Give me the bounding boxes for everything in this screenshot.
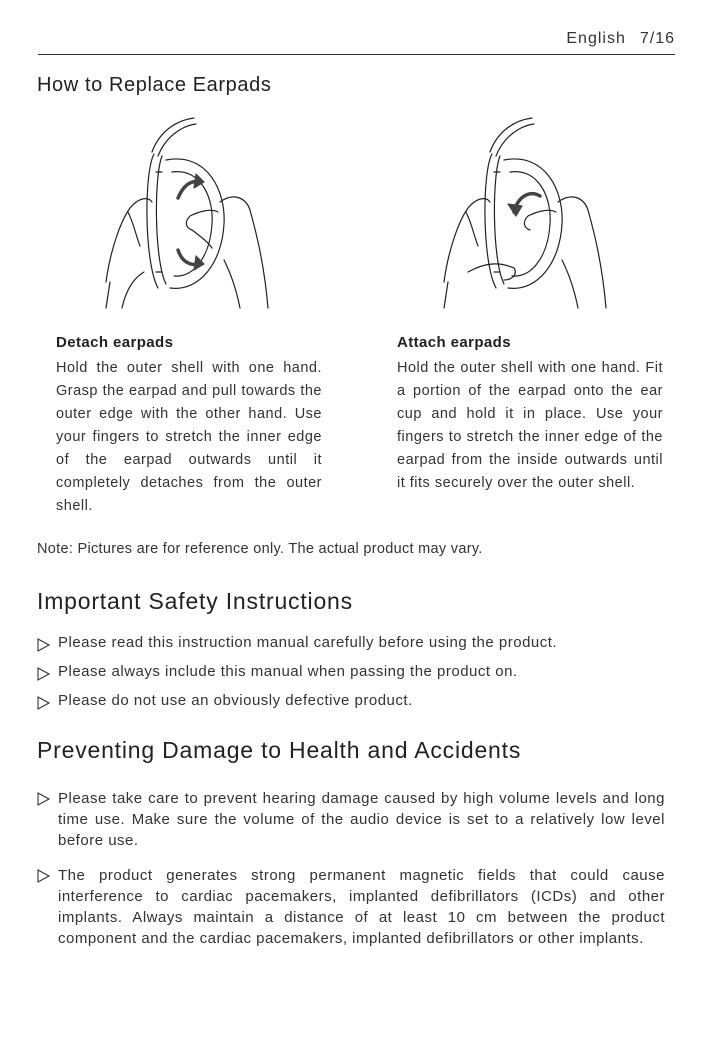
list-item [37, 788, 665, 851]
attach-section [397, 334, 663, 495]
reference-note: Note: Pictures are for reference only. The actual product may vary. [37, 541, 483, 557]
list-item [37, 634, 665, 663]
detach-section [56, 334, 322, 518]
damage-list [37, 788, 665, 949]
detach-text: Hold the outer shell with one hand. Grasp the earpad and pull towards the outer edge with the other hand. Use your fingers to stretch the inner edge of the earpad outwards until it completely detaches from the outer shell. [56, 360, 322, 514]
list-item-text: Please read this instruction manual carefully before using the product. [58, 634, 558, 651]
attach-heading: Attach earpads [397, 334, 511, 351]
page-header [38, 28, 675, 55]
list-item [37, 663, 665, 692]
section-title-safety: Important Safety Instructions [37, 588, 353, 614]
safety-list [37, 634, 665, 721]
page-number: 7/16 [639, 30, 675, 47]
section-title-replace: How to Replace Earpads [37, 74, 272, 96]
list-item [37, 865, 665, 949]
attach-text: Hold the outer shell with one hand. Fit a portion of the earpad onto the ear cup and hold it in place. Use your fingers to stretch the inner edge of the earpad from the inside outwards until it fits securely over the outer shell. [397, 360, 663, 491]
list-item-text: Please always include this manual when passing the product on. [58, 663, 518, 680]
list-item [37, 692, 665, 721]
list-item-text: Please do not use an obviously defective product. [58, 692, 413, 709]
section-title-damage: Preventing Damage to Health and Accidents [37, 737, 522, 763]
language-label: English [566, 30, 626, 47]
detach-illustration [100, 112, 300, 312]
header-text [566, 30, 675, 48]
attach-illustration [438, 112, 638, 312]
list-item-text: The product generates strong permanent magnetic fields that could cause interference to cardiac pacemakers, implanted defibrillators (ICDs) and other implants. Always maintain a distance of at least 10 cm between the product component and the cardiac pacemakers, implanted defibrillators or other implants. [58, 867, 665, 947]
detach-heading: Detach earpads [56, 334, 174, 351]
list-item-text: Please take care to prevent hearing damage caused by high volume levels and long time use. Make sure the volume of the audio device is set to a relatively low level before use. [58, 790, 665, 849]
